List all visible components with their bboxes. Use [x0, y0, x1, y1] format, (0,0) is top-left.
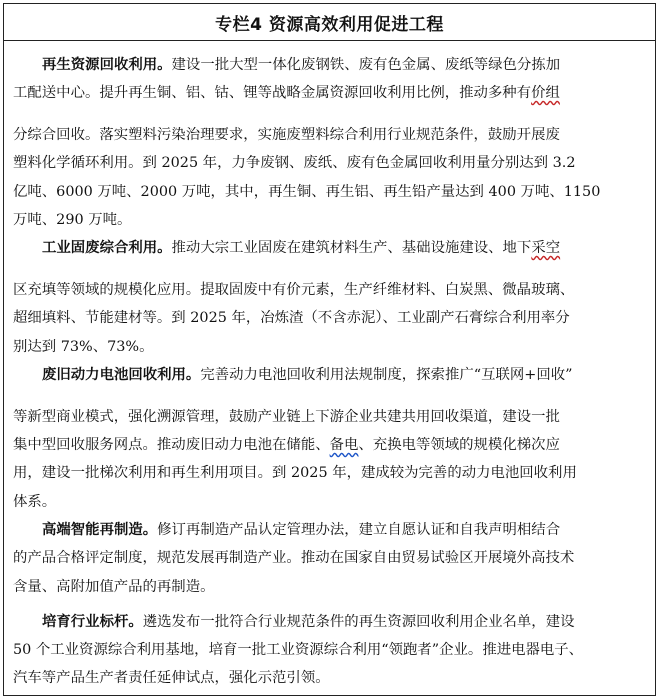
text-run: 遴选发布一批符合行业规范条件的再生资源回收利用企业名单，建设	[142, 614, 575, 630]
paragraph-line	[13, 125, 560, 145]
paragraph-line	[13, 153, 576, 173]
text-run: 万吨、290 万吨。	[13, 212, 132, 228]
paragraph-line	[13, 463, 577, 483]
text-run: 超细填料、节能建材等。到 2025 年，冶炼渣（不含赤泥）、工业副产石膏综合利用率分	[13, 310, 570, 326]
paragraph-line	[13, 577, 214, 597]
paragraph-line	[13, 308, 570, 328]
title-bar	[4, 4, 655, 41]
text-run: 集中型回收服务网点。推动废旧动力电池在储能、	[13, 437, 330, 453]
text-run: 体系。	[13, 494, 57, 510]
section-heading: 废旧动力电池回收利用。	[42, 367, 201, 383]
text-run: 区充填等领域的规模化应用。提取固废中有价元素，生产纤维材料、白炭黑、微晶玻璃、	[13, 282, 575, 298]
paragraph-line	[13, 210, 131, 230]
text-run: 的产品合格评定制度，规范发展再制造产业。推动在国家自由贸易试验区开展境外高技术	[13, 550, 575, 566]
text-run: 修订再制造产品认定管理办法，建立自愿认证和自我声明相结合	[157, 522, 561, 538]
paragraph-line	[13, 668, 330, 688]
text-run: 工配送中心。提升再生铜、铝、钴、锂等战略金属资源回收利用比例，推动多种有	[13, 85, 532, 101]
text-run: 50 个工业资源综合利用基地，培育一批工业资源综合利用“领跑者”企业。推进电器电子、	[13, 642, 584, 658]
text-run: 分综合回收。落实塑料污染治理要求，实施废塑料综合利用行业规范条件，鼓励开展废	[13, 127, 560, 143]
text-run: 、充换电等领域的规模化梯次应	[358, 437, 560, 453]
paragraph-line	[42, 238, 560, 258]
section-heading: 再生资源回收利用。	[42, 57, 172, 73]
paragraph-line	[42, 365, 572, 385]
paragraph-line	[13, 640, 583, 660]
paragraph-line	[42, 612, 574, 632]
paragraph-line	[13, 182, 600, 202]
section-heading: 培育行业标杆。	[42, 614, 143, 630]
text-run: 建设一批大型一体化废钢铁、废有色金属、废纸等绿色分拣加	[171, 57, 561, 73]
section-heading: 高端智能再制造。	[42, 522, 158, 538]
text-run: 汽车等产品生产者责任延伸试点，强化示范引领。	[13, 670, 330, 686]
text-run-flagged: 采空	[531, 240, 561, 256]
paragraph-line	[13, 492, 56, 512]
paragraph-line	[13, 435, 560, 455]
paragraph-line	[13, 83, 560, 103]
section-heading: 工业固废综合利用。	[42, 240, 172, 256]
paragraph-line	[13, 407, 560, 427]
text-run: 推动大宗工业固废在建筑材料生产、基础设施建设、地下	[171, 240, 532, 256]
column-title: 专栏4 资源高效利用促进工程	[215, 14, 444, 35]
text-run: 亿吨、6000 万吨、2000 万吨，其中，再生铜、再生铝、再生铅产量达到 400 万吨、1150	[13, 184, 601, 200]
column-box	[3, 3, 656, 696]
paragraph-line	[13, 337, 154, 357]
text-run: 别达到 73%、73%。	[13, 339, 154, 355]
text-run: 完善动力电池回收利用法规制度，探索推广“互联网+回收”	[200, 367, 573, 383]
paragraph-line	[13, 548, 574, 568]
text-run: 塑料化学循环利用。到 2025 年，力争废钢、废纸、废有色金属回收利用量分别达到 3.2	[13, 155, 576, 171]
paragraph-line	[13, 280, 574, 300]
text-run: 含量、高附加值产品的再制造。	[13, 579, 215, 595]
text-run-flagged: 价组	[531, 85, 560, 101]
text-run: 等新型商业模式，强化溯源管理，鼓励产业链上下游企业共建共用回收渠道，建设一批	[13, 409, 560, 425]
text-run: 用，建设一批梯次利用和再生利用项目。到 2025 年，建成较为完善的动力电池回收利用	[13, 465, 577, 481]
paragraph-line	[42, 55, 560, 75]
paragraph-line	[42, 520, 560, 540]
text-run-flagged: 备电	[329, 437, 359, 453]
